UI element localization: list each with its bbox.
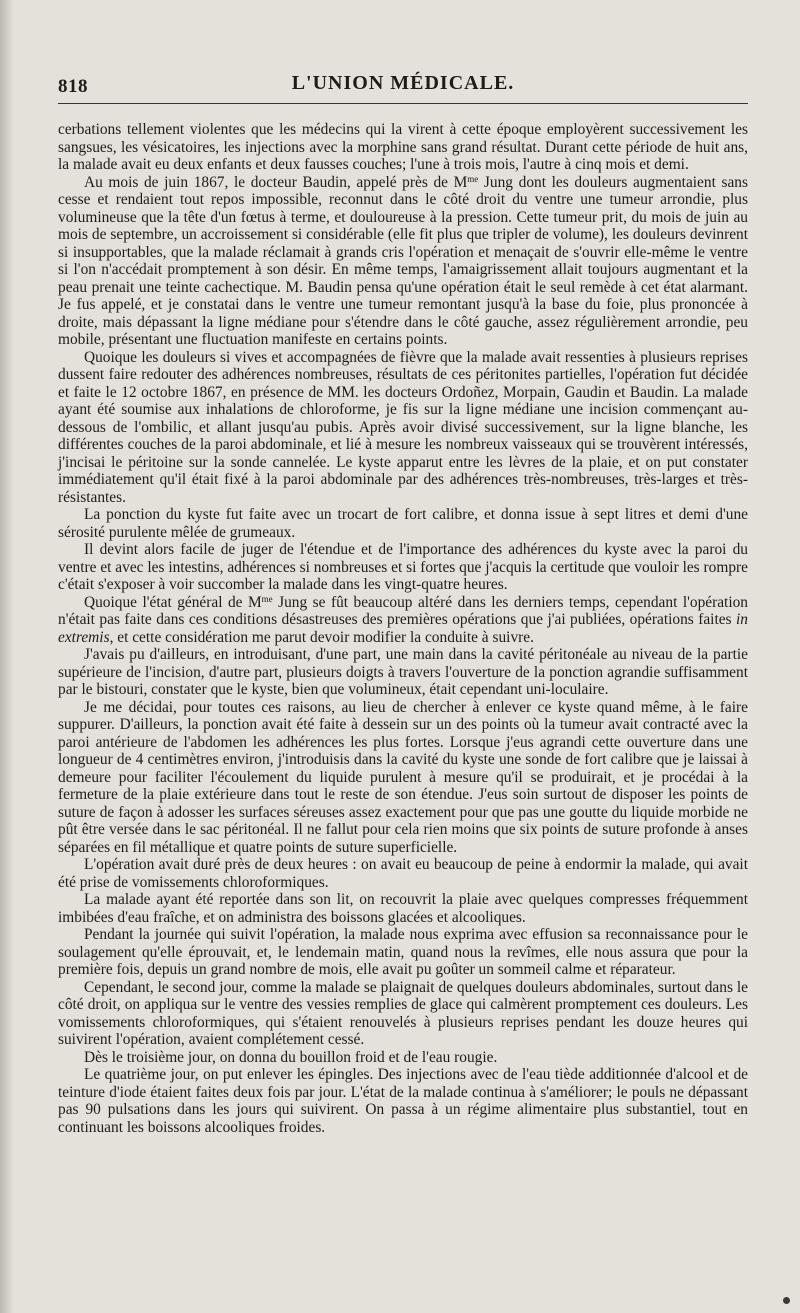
article-body xyxy=(58,121,748,1136)
ink-speck xyxy=(783,1297,790,1304)
paragraph-5: Il devint alors facile de juger de l'étendue et de l'importance des adhérences du kyste avec la paroi du ventre et avec les intestins, adhérences si nombreuses et si fortes que j'acquis la certitude que vouloir les rompre c'était s'exposer à voir succomber la malade dans les vingt-quatre heures. xyxy=(58,541,748,593)
paragraph-6: Quoique l'état général de $M^{me}$ Jung se fût beaucoup altéré dans les derniers temps, cependant l'opération n'était pas faite dans ces conditions désastreuses des premières opérations que j'ai publiées, opérations faites in extremis, et cette considération me parut devoir modifier la conduite à suivre. xyxy=(58,593,749,646)
paragraph-4: La ponction du kyste fut faite avec un trocart de fort calibre, et donna issue à sept litres et demi d'une sérosité purulente mêlée de grumeaux. xyxy=(58,506,748,541)
page-number: 818 xyxy=(58,76,88,97)
paragraph-7: J'avais pu d'ailleurs, en introduisant, d'une part, une main dans la cavité péritonéale au niveau de la partie supérieure de l'incision, d'autre part, plusieurs doigts à travers l'ouverture de la ponction agrandie suffisamment par le bistouri, constater que le kyste, bien que volumineux, était cependant uni-loculaire. xyxy=(58,646,748,698)
running-title: L'UNION MÉDICALE. xyxy=(291,72,515,94)
paragraph-8: Je me décidai, pour toutes ces raisons, au lieu de chercher à enlever ce kyste quand même, à le faire suppurer. D'ailleurs, la ponction avait été faite à dessein sur un des points où la tumeur avait contracté avec la paroi antérieure de l'abdomen les adhérences les plus fortes. Lorsque j'eus agrandi cette ouverture dans une longueur de 4 centimètres environ, j'introduisis dans la cavité du kyste une sonde de fort calibre que je laissai à demeure pour faciliter l'écoulement du liquide purulent à mesure qu'il se produirait, et je procédai à la fermeture de la plaie extérieure dans tout le reste de son étendue. J'eus soin surtout de disposer les points de suture de façon à adosser les surfaces séreuses assez exactement pour que pas une goutte du liquide morbide ne pût être versée dans le sac péritonéal. Il ne fallut pour cela rien moins que six points de suture profonde à anses séparées en fil métallique et quatre points de suture superficielle. xyxy=(58,698,748,856)
paragraph-2: Au mois de juin 1867, le docteur Baudin, appelé près de $M^{me}$ Jung dont les douleurs augmentaient sans cesse et rendaient tout repos impossible, reconnut dans le côté droit du ventre une tumeur arrondie, plus volumineuse que la tête d'un fœtus à terme, et douloureuse à la pression. Cette tumeur prit, du mois de juin au mois de septembre, un accroissement si considérable (elle fit plus que tripler de volume), les douleurs devinrent si insupportables, que la malade réclamait à grands cris l'opération et menaçait de s'ouvrir elle-même le ventre si l'on n'accédait promptement à son désir. En même temps, l'amaigrissement allait toujours augmentant et la peau prenait une teinte cachectique. M. Baudin pensa qu'une opération était le seul remède à cet état alarmant. Je fus appelé, et je constatai dans le ventre une tumeur remontant jusqu'à la base du foie, plus prononcée à droite, mais dépassant la ligne médiane pour s'étendre dans le côté gauche, assez régulièrement arrondie, peu mobile, présentant une fluctuation manifeste en certains points. xyxy=(58,173,748,348)
header-rule xyxy=(58,103,748,104)
paragraph-1: cerbations tellement violentes que les médecins qui la virent à cette époque employèrent successivement les sangsues, les vésicatoires, les injections avec la morphine sans grand résultat. Durant cette période de huit ans, la malade avait eu deux enfants et deux fausses couches; l'une à trois mois, l'autre à cinq mois et demi. xyxy=(58,121,748,173)
paragraph-14: Le quatrième jour, on put enlever les épingles. Des injections avec de l'eau tiède additionnée d'alcool et de teinture d'iode étaient faites deux fois par jour. L'état de la malade continua à s'améliorer; le pouls ne dépassant pas 90 pulsations dans les jours qui suivirent. On passa à un régime alimentaire plus substantiel, tout en continuant les boissons alcooliques froides. xyxy=(58,1066,748,1136)
paragraph-13: Dès le troisième jour, on donna du bouillon froid et de l'eau rougie. xyxy=(84,1048,498,1066)
paragraph-10: La malade ayant été reportée dans son lit, on recouvrit la plaie avec quelques compresses fréquemment imbibées d'eau fraîche, et on administra des boissons glacées et alcooliques. xyxy=(58,891,748,926)
paragraph-12: Cependant, le second jour, comme la malade se plaignait de quelques douleurs abdominales, surtout dans le côté droit, on appliqua sur le ventre des vessies remplies de glace qui calmèrent promptement ces douleurs. Les vomissements chloroformiques, qui s'étaient renouvelés à plusieurs reprises pendant les douze heures qui suivirent l'opération, avaient complétement cessé. xyxy=(58,978,748,1048)
paragraph-3: Quoique les douleurs si vives et accompagnées de fièvre que la malade avait ressenties à plusieurs reprises dussent faire redouter des adhérences nombreuses, résultats de ces péritonites partielles, l'opération fut décidée et faite le 12 octobre 1867, en présence de MM. les docteurs Ordoñez, Morpain, Gaudin et Baudin. La malade ayant été soumise aux inhalations de chloroforme, je fis sur la ligne médiane une incision commençant au-dessous de l'ombilic, et allant jusqu'au pubis. Après avoir divisé successivement, sur la ligne blanche, les différentes couches de la paroi abdominale, et lié à mesure les nombreux vaisseaux qui se trouvèrent intéressés, j'incisai le péritoine sur la sonde cannelée. Le kyste apparut entre les lèvres de la plaie, et on put constater immédiatement qu'il était fixé à la paroi abdominale par des adhérences très-nombreuses, très-larges et très-résistantes. xyxy=(58,348,748,506)
page-gutter-shadow xyxy=(0,0,14,1313)
page-header xyxy=(58,70,748,100)
paragraph-11: Pendant la journée qui suivit l'opération, la malade nous exprima avec effusion sa reconnaissance pour le soulagement qu'elle éprouvait, et, le lendemain matin, quand nous la revîmes, elle nous assura que pour la première fois, depuis un grand nombre de mois, elle avait pu goûter un sommeil calme et réparateur. xyxy=(58,926,748,978)
paragraph-9: L'opération avait duré près de deux heures : on avait eu beaucoup de peine à endormir la malade, qui avait été prise de vomissements chloroformiques. xyxy=(58,856,748,891)
